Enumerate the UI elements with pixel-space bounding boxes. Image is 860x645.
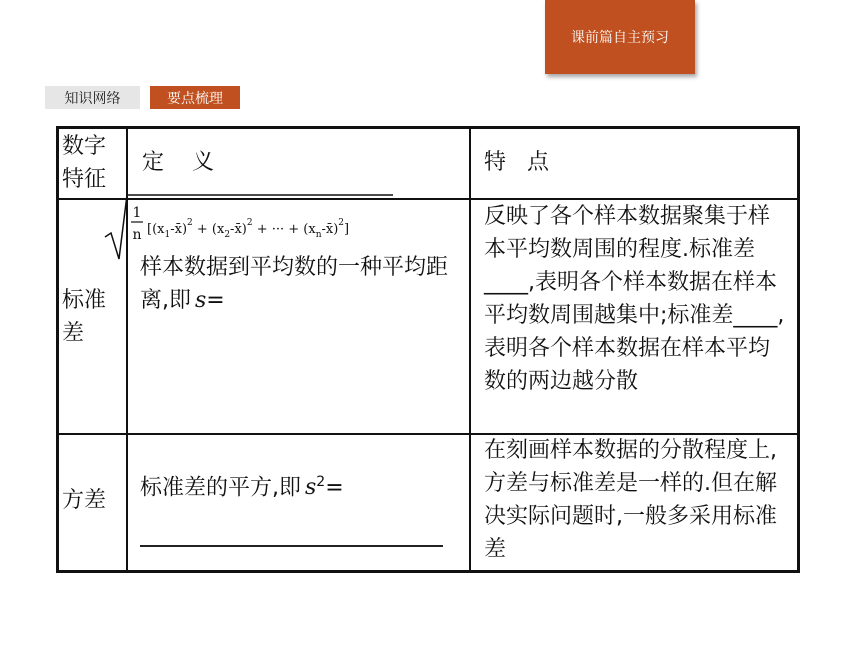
header-characteristic: 特 点 [484, 150, 549, 175]
variance-answer-blank[interactable] [140, 545, 443, 547]
var-exponent: 2 [316, 474, 326, 490]
row-std-definition: 样本数据到平均数的一种平均距离,即 s= [140, 255, 449, 313]
row-std-definition-text: 样本数据到平均数的一种平均距离,即 [140, 255, 449, 313]
row-var-definition-text: 标准差的平方,即 [140, 475, 301, 501]
fraction-numerator: 1 [132, 205, 142, 221]
row-var-definition: 标准差的平方,即 $s^2=$ [140, 474, 344, 501]
row-var-feature: 在刻画样本数据的分散程度上,方差与标准差是一样的.但在解决实际问题时,一般多采用标准差 [484, 438, 777, 562]
tab-knowledge-network[interactable]: 知识网络 [45, 86, 140, 109]
table-border-top [56, 126, 800, 129]
std-symbol: s [195, 288, 207, 313]
row-var-name: 方差 [62, 488, 107, 513]
row-std-name: 标准差 [62, 288, 107, 346]
row-std-feature: 反映了各个样本数据聚集于样本平均数周围的程度.标准差____,表明各个样本数据在样本平均数周围越集中;标准差____,表明各个样本数据在样本平均数的两边越分散 [484, 204, 785, 394]
var-symbol: s [305, 475, 317, 501]
std-formula [103, 193, 393, 261]
header-feature-name: 数字特征 [62, 134, 107, 192]
table-border-bottom [56, 570, 800, 573]
table-border-right [797, 126, 800, 573]
tab-key-points[interactable]: 要点梳理 [150, 86, 240, 109]
header-definition: 定 义 [142, 150, 214, 175]
table-border-left [56, 126, 59, 573]
section-banner: 课前篇自主预习 [545, 0, 695, 74]
formula-sum: [$(x_1-x̄)^2$ + $(x_2-x̄)^2$ + ··· + $(x_n-x̄)^2$] [147, 218, 350, 240]
column-divider-2 [469, 126, 471, 573]
fraction-denominator: n [132, 227, 142, 243]
